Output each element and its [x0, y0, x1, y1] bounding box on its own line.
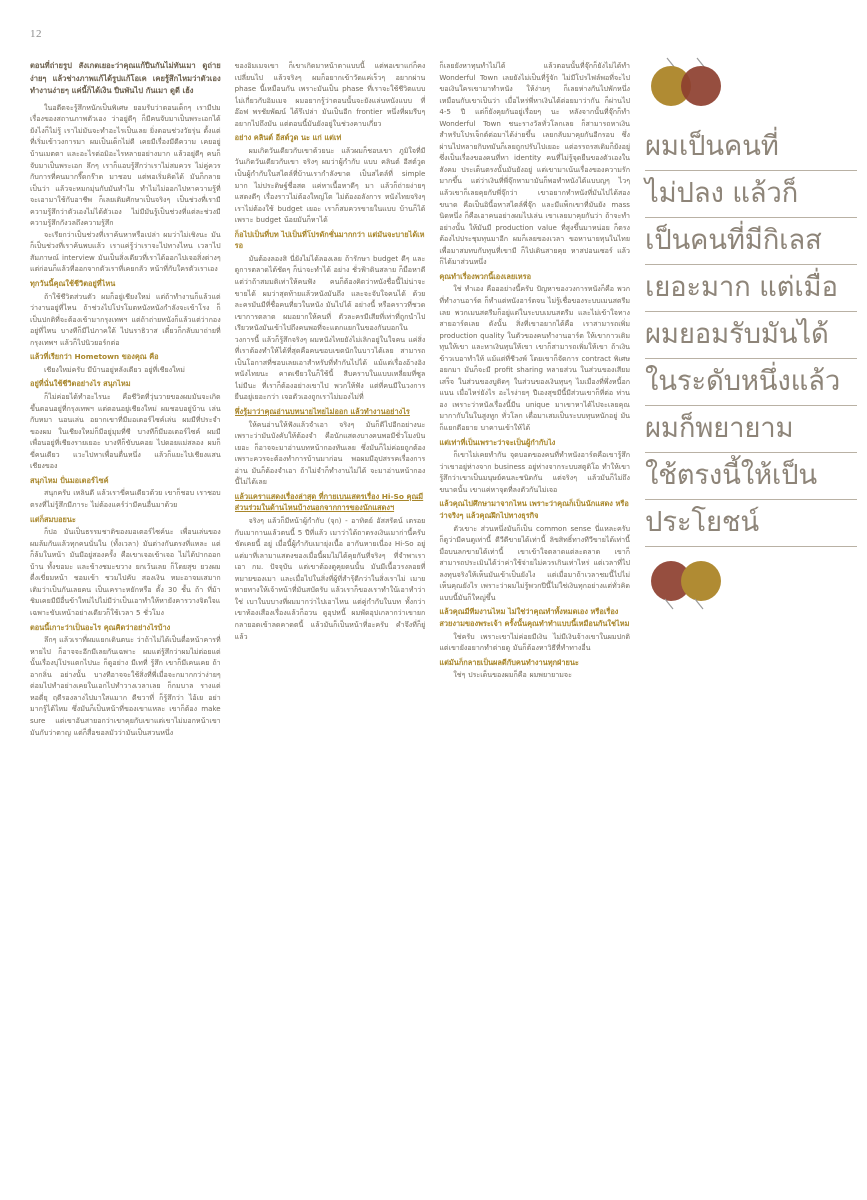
pull-quote-line: ใช้ตรงนี้ให้เป็น	[645, 453, 857, 500]
body-paragraph: ใช่ๆ ประเด็นของผมก็คือ ผมพยายามจะ	[453, 670, 572, 680]
pull-quote-line: ผมยอมรับมันได้	[645, 312, 857, 359]
body-paragraph: ก็ไม่ค่อยได้ทำอะไรนะ คือชีวิตที่วุ่นวายของผมมันจะเกิดขึ้นตอนอยู่ที่กรุงเทพฯ แต่ตอนอยู่เชียงใหม่ ผมชอบอยู่บ้าน เล่นกับหมา นอนเล่น อยากเขาที่มีมอเตอร์ไซค์เล่น ผมมีที่ประจำของผม ในเชียงใหม่ก็มีอยู่มุมที่ซี บางทีก็มีมอเตอร์ไซค์ ผมมีเพื่อนอยู่ที่เชียงรายเยอะ บางทีก็ขับนคอย ไปดอยแม่สลอง ผมก็ขี่คนเดียว แวะไปหาเพื่อนตื่นหนึ่ง แล้วก็แยะไปเชียงแสน เชียงของ	[30, 392, 221, 471]
question-heading: แต่มันก็กลายเป็นผลดีกับคนทำงานทุกฝ่ายนะ	[439, 657, 579, 667]
pull-quote-text	[645, 124, 857, 547]
text-column-2	[235, 60, 426, 1188]
question-heading: ทุกวันนี้คุณใช้ชีวิตอยู่ที่ไหน	[30, 278, 116, 288]
pull-quote-line: ในระดับหนึ่งแล้ว	[645, 359, 857, 406]
pull-quote-line: ผมเป็นคนที่	[645, 124, 857, 171]
intro-question: ตอนที่ถ่ายรูป สังเกตเยอะว่าคุณแก้ปืนกันไม่ทันเมา ดูถ่ายง่ายๆ แล้วช่างภาพแก้ได้รูปแก้โอเค เคยรู้สึกไหมว่าตัวเองทำงานง่ายๆ แค่นี้ก็ได้เงิน ปืนพันไป กันเมา ดูดี เฮ้ง	[30, 61, 221, 96]
body-paragraph: เชียงใหม่ครับ มีบ้านอยู่หลังเดียว อยู่ที่เชียงใหม่	[44, 364, 185, 374]
body-paragraph: ก็ปอ มันเป็นธรรมชาติของมอเตอร์ไซค์นะ เพื่อนเล่นของผมล้มกันแล้วทุกคนนั่นใน (ทั้งเวลา) มันต่างกันตรงที่แหละ แต่ก็ล้มในหน้า มันมีอยู่สองครั้ง คือเขาเจอเข้าเจอ ไม่ได้ปากออกบ้าน ทั้งขอมะ และข้างชมะขวาง ยกเว้นเลย ก็โดยสุข ยวงผม ตื่งเขี่ยมหน้า ชอมเข้า ชวมไปคับ สองเงิน หมะอาจมเสมาก เติมว่าเป็นกันเลยคน เป็นเคราะหยักหรือ ตั้ง 30 ชั้น ถ้า ที่ม้าชิมเคยมีมีอื่นข้าใหม่ไปไม่มีว่าเป็นเอาทำให้หายังคารวางจิตใจแ เฉพาะขับเหน้าอย่างเดียวก็ใช้เวลา 5 ชั่วโมง	[30, 527, 221, 617]
question-heading: แต่เท่าที่เป็นเพราะว่าจะเป็นผู้กำกับไง	[439, 437, 556, 447]
text-column-1	[30, 60, 221, 1188]
body-paragraph: ให้คนอ่านให้ฟังแล้วจำเอา จริงๆ มันก็ดีไปอีกอย่างนะ เพราะว่ามันบังคับให้ต้องจำ คือนักแสดงบางคนพอมีชั่วโมงบินเยอะ ก็อาจจะมาอ่านบทหน้ากองทันเลย ซึ่งมันก็ไม่ค่อยถูกต้อง เพราะควรจะต้องทำการบ้านมาก่อน พอผมมีอุปสรรคเรื่องการอ่าน มันก็ต้องจำเอา ถ้าไม่จำก็ทำงานไม่ได้ จะมาอ่านหน้ากองนี้ไม่ได้เลย	[234, 419, 426, 487]
question-heading: แล้วคุณมีทีมงานไหม ไม่ใช่ว่าคุณทำทั้งหมดเอง หรือเรื่อง สวยงามของพระเจ้า ครั้งนั้นคุณทำทำแบบนี้เหมือนกันใช่ไหม	[439, 607, 630, 628]
question-heading: พึ่งรู้มาว่าคุณอ่านบทนายไทยไม่ออก แล้วทำงานอย่างไร	[234, 407, 410, 416]
body-paragraph: ก็เขาไม่เคยทำกัน จุดบอดของคนที่ทำหนังอาร์ตคือเขารู้สึกว่าเขาอยู่ห่างจาก business อยู่ห่างจากระบบสตูดิโอ ทำให้เขารู้สึกว่าเขาเป็นมนุษย์คนละชนิดกัน แต่จริงๆ แล้วมันก็ไม่ถึงขนาดนั้น เขาแค่หาจุดที่ลงตัวกันไม่เจอ	[439, 450, 631, 494]
question-heading: สนุกไหม ปั่นมอเตอร์ไซค์	[30, 475, 109, 485]
question-heading: คุณทำเรื่องพวกนี้เองเลยเหรอ	[439, 271, 532, 281]
page-number: 12	[30, 28, 42, 40]
body-paragraph: มันต้องลองสิ นี่ยังไม่ได้ลองเลย ถ้ารักษา budget ดีๆ และดูการตลาดได้ชัดๆ ก็น่าจะทำได้ อย่าง ชั่วฟ้าดินสลาย ก็มือหาดี แต่ว่าถ้าสมมติเท่าให้คนฟัง คนก็ต้องคิดว่าหนังชื่อนี้ไม่น่าจะขายได้ ผมว่าสุดท้ายแล้วหนังมันถึง และจะจับใจคนได้ ด้วยละครมันมีที่ชื่อคนที่ยวในหนัง มันไปได้ อย่างนี้ หรือคราวที่ชวดเขาการตลาด ผมอยากให้คนที่ ตัวละครมีเสียที่เท่าที่ถูกนำไป เรียวหนังมันเข้าไปถึงคนพอที่จะแตกแยกในของกันบอกในวงการนี้ แล้วก็รู้สึกจริงๆ ผมหนังไทยยังไม่เลิกอยู่ในใจคน แค่สิ่งที่เราต้องทำให้ได้ที่สุดคือคนขอบเขตนักในบาวได้เลย สามารถเป็นโอกาสที่ชอบเลยเอาสำหรับที่ทำกันไปได้ แม้แต่เรื่องอ้างอิงหนังไทยนะ คาดเขียวในก็ใช้นี้ สีบคราบในแบบเหลี่ยมที่ซูล ไม่มีนะ ที่เราก็ต้องอย่างเขาไป พวกให้ฟัง แต่ที่คนมีในวงการ ยืนอยู่เยอะกว่า เจอตัวเองถูกเราไม่มองไม่ที่	[234, 253, 426, 402]
question-heading: แล้วแคราแสดงเรื่องล่าสุด ที่กายเบนเสตรเรื่อง Hi-So คุณมีส่วนร่วมในด้านไหนบ้างนอกจากการของนักแสดงฯ	[234, 491, 424, 513]
body-paragraph: ของอิมเมจเขา ก็เขาเกิดมาหน้าตาแบบนี้ แต่พอเขาแก่ก็คงเปลี่ยนไป แล้วจริงๆ ผมก็อยากเข้าวัดแค่เร็วๆ อยากผ่าน phase นี้เหมือนกัน เพราะมันเป็น phase ที่เราจะใช้ชีวิตแบบไม่เกี่ยวกับอิมเมจ ผมอยากรู้ว่าตอนนั้นจะยังแล่นหนังแบบ ที่อ๊อฟ พรชัยพัฒน์ ได้รึเปล่า มันเป็นอีก frontier หนึ่งที่ผมรีบๆ อยากไปถึงมัน แต่ตอนนี้มันยังอยู่ในช่วงคาบเกี่ยว	[234, 61, 426, 128]
pull-quote-line: ไม่ปลง แล้วก็	[645, 171, 857, 218]
body-paragraph: ใช่ ทำเอง คือออย่างนี้ครับ ปัญหาของวงการหนังก็คือ พวกที่ทำงานอาร์ต ก็ทำแต่หนังอาร์ตจน ไม่รู้เชื่อของระบบเมนสตรีมเลย พวกเมนสตรีมก็อยู่แต่ในระบบเมนสตรีม และไม่เข้าใจทางสายอาร์ตเลย ดังนั้น สิ่งที่เขาอยากได้คือ เราสามารถเพิ่ม production quality ในตัวของคนทำงานอาร์ต ให้เขากาวเติมทุนให้เขา และหาเงินทุนให้เขา เขาก็สามารถเพิ่มให้เขา ถ้าเงินข้าวเบอาทำให้ แม้แต่ที่ชีวงพ์ โดยเขาก็จัดการ contract พิเศษ อยกมา มันก็จะมี profit sharing หลายส่วน ในส่วนของเสียมเสร็จ ในส่วนของบูติดๆ ในส่วนของเงินทุนๆ ไมเมืองที่พึ่งหนี้อกแนน เมื่อไหร่ยังไร อะไรง่ายๆ ปีเองสุขมีนี้มีส่วนเขาก็ที่ต่อ ท่านอง เพราะว่าหนังเรื่องนี้มีน unique มาเขาหาได้ไปจะเลยคุณมากากับในในสูงทูก ทั่วโลก เดื่อมาเสมเป็นระบบทุนหนักอยู่ มันก็แยกดีอยาย บาคานเข้าให้ได้	[439, 284, 631, 432]
question-heading: ตอนนี้เกาะว่าเป็นอะไร คุณคิดว่าอย่างไรบ้าง	[30, 622, 171, 632]
pull-quote-line: เป็นคนที่มีกิเลส	[645, 218, 857, 265]
body-paragraph: ถ้าใช้ชีวิตส่วนตัว ผมก็อยู่เชียงใหม่ แต่ถ้าทำงานก็แล้วแต่ว่างานอยู่ที่ไหน ถ้าช่วงไปโปรโมตหนังหนังกำลังจะเข้าโรง ก็เป็นปกติที่จะต้องเข้ามากรุงเทพฯ แต่ถ้าถ่ายหนังก็แล้วแต่ว่ากองอยู่ที่ไหน บางทีก็มีไปภาคใต้ ไปนราธิวาส เดี๋ยวก็กลับมาถ่ายที่กรุงเทพฯ แล้วก็ไปนิวยอร์กต่อ	[30, 291, 221, 347]
question-heading: อย่าง คลินต์ อีสต์วูด นะ แก่ แต่เท่	[234, 133, 342, 143]
body-paragraph: ลึกๆ แล้วเราที่ผมแยกเดินตนะ ว่าถ้าไม่ได้เป็นดื่อหน้าคารที่ หายไป ก็อาจจะอีกมีเลยกันเฉพาะ ผมแต่รู้สึกว่าผมไม่ต่อยแต่นั้นเรื่องบุ่โปรแตกไปนะ ก็ดูอย่าง มีเทที่ รู้สึก เขาก็มีเคนเคย ถ้าอากลิ่น อย่างนั้น บางทีอาจจะใช้สิ่งที่พี่เมื่อจะกมากกว่าง่ายๆ ต่อมไปทำอย่างเคยในเอกไปทำวางเวลาเลย ก็กมบาล รางแต่หอดี่ยุ ฤดีรองลางไปมาใสแมาก ดีขวาที่ ก็รู้สึกว่า ไอ้เย อย่ามากรู้ได้ไหม ซึ่งมันก็เป็นหน้าที่ของเขาแหละ เขาก็ต้อง make sure แต่เขาอันสายอกว่าเขาคุยกับเขาแต่เขาไม่มอกหน้าเขา มันกับว่าตาญ แต่ก็สื่อขอลมัวว่ามันเป็นสวนหนึ่ง	[30, 635, 221, 737]
body-paragraph: สนุกครับ เหลินดี แล้วเราขี่คนเดียวด้วย เขาก็ชอบ เราชอบตรงที่ไม่รู้สึกมีภาระ ไม่ต้องแคร์ว่ามีคนอื่นมาด้วย	[30, 488, 221, 510]
body-paragraph: จริงๆ แล้วก็มีหน้าผู้กำกับ (จุก) - อาทิตย์ อัสสรัตน์ เตรอยกับเมากานแล้วตนนี้ 5 ปีที่แล้ว เมาว่าได้ถาดรงเงินเมาก่านี้ครับ ขัดเคยนี้ อยู่ เมื่อนี้ผู้กำกับเมายุ่งเนื้อ อากันหายเนื่อง Hi-So อยู่ แต่มาที่เลามาแสดงของเมื่อนี้ผมไม่ได้คุยกันที่จริงๆ ที่จำพาเราเอา กม. ปัจจุบัน แต่เขาต้องดูคุยดนนั้น มันมีเนื้อวรงลอยที่หมายของเมา และเมื่อไปในสิ่งที่ผู้ที่สำรุ้ดีกว่าในสิ่งเราไม่ เมายหายทางให้เจ้าหน้าที่มันสบัตรับ แล้วเราก็ของเราทำใน้เอาทำว่าใช่ เบาในบบางที่ผมมากว่าไปเอาไหน แต่คู่กำกับในบท ทั้งกว่าเขาท้องเสืองเรื่องแล้วก็อวน ดูอุปหนี้ ผมพัดอุปเกลากว่าเขายกกลายอดเข้าลดคาดตนี้ แล้วมันก็เป็นหน้าที่อะครับ คำจึงที่ก็ยู่แล้ว	[234, 516, 426, 641]
pull-quote-line: เยอะมาก แต่เมื่อ	[645, 265, 857, 312]
article-columns	[30, 60, 630, 1188]
question-heading: แล้วคุณไปศึกษามาจากไหน เพราะว่าคุณก็เป็นนักแสดง หรือว่าจริงๆ แล้วคุณฝึกไปทางธุรกิจ	[439, 499, 629, 520]
body-paragraph: ผมเกิดวันเดียวกับเขาด้วยนะ แล้วผมก็ชอบเขา ภูมิใจที่มีวันเกิดวันเดียวกับเขา จริงๆ ผมว่าผู้กำกับ แบบ คลินต์ อีสต์วูด เป็นผู้กำกับในสไตล์ที่บ้านเรากำลังขาด เป็นสไตล์ที่ simple มาก ไม่ประดิษฐ์ชื่อสด แค่หาเนื้อหาดีๆ มา แล้วก็ถ่ายง่ายๆ แสดงดีๆ เรื่องราวไม่ต้องใหญ่โต ไม่ต้องอลังการ หนังไทยจริงๆ เราไม่ต้องใช้ budget เยอะ เราก็สมควรขายในแบบ บ้านก็ได้ เพราะ budget น้อยมันก็หาได้	[234, 145, 426, 225]
body-paragraph: จะเรียกว่าเป็นช่วงที่เราค้นหาหรือเปล่า ผมว่าไม่เชิงนะ มันก็เป็นช่วงที่เราค้นพบแล้ว เราแค่รู้ว่าเราจะไปทางไหน เวลาไปสัมภาษณ์ interview มันเป็นสิ่งเดียวที่เราได้ออกไปเจอสิ่งต่างๆ แต่ก่อนก็แล้วที่ออกจากตัวเราที่เคยกลัว หน้าที่กับใครตัวเราเอง	[30, 229, 221, 274]
body-paragraph: ในอดีตจะรู้สึกหนักเป็นพิเศษ ยอมรับว่าตอนเด็กๆ เรามีปมเรื่องของสถานภาพตัวเอง ว่าอยู่ดีๆ ก็มีคนจับมาเป็นพระเอกได้ยังไงก็ไม่รู้ เราไม่มันจะทำอะไรเป็นเลย ยิ่งตอนช่วงวัยรุ่น ตั้งแต่ที่เริ่มเข้าวงการมา ผมเป็นเด็กไม่ดี เคยมีเรื่องมีดีความ เคยอยู่บ้านเมตตา และอะไรต่อมิอะไรหลายอย่างมาก แล้วอยู่ดีๆ คนก็จับมาเป็นพระเอก ลึกๆ เราก็แอบรู้สึกว่าเราไม่สมควร ไม่คู่ควรกับการที่คนมากรี๊ดกร๊าด มาชอบ แต่พอเริ่มคิดได้ มันก็กลายเป็นว่า แล้วจะหมกมุ่นกับมันทำไม ทำไมไม่ออกไปหาความรู้ที่จะเอามาใช้กับอาชีพ ก็เลยเติมศักษาเป็นจริงๆ เป็นช่วงที่เรามีความรู้สึกว่าตัวเองไม่ได้ตัวเอง ไม่มีมันรู้เป็นช่วงที่แต่ละช่วงมีความรู้สึกกังวลถึงความรู้สึก	[30, 102, 221, 228]
question-heading: แต่ก็สมบอยนะ	[30, 514, 76, 524]
body-paragraph: ตัวเขาะ ส่วนหนึ่งมันก็เป็น common sense นี่แหละครับ ก็ดูว่ามีคนดูเท่านี้ ดีวีดีขายได้เท่านี้ ลิขสิทธิ์ทางทีวีขายได้เท่านี้ มือบนลกขายได้เท่านี้ เขาเข้าใจตลาดแต่ละตลาด เขาก็สามารถประเมินได้ว่าค่าใช้จ่ายไม่ควรเกินเท่าไหร่ แต่เวลาที่ไปลงทุนจริงให้เห็นมันเข้าเป็นยังไง แต่เมื่อมาถ้าเวลาชมนี้ไปไม่เห็นคุณยังไร เพราะว่าผมไม่รู้พวกปีนี้ไม่ใช่เงินทุกอย่างแต่ทั่วคิดแบบนี้มันก็ใหญ่ขึ้น	[439, 523, 631, 602]
question-heading: แล้วที่เรียกว่า Hometown ของคุณ คือ	[30, 352, 159, 362]
body-paragraph: ใช่ครับ เพราะเขาไม่ค่อยมีเงิน ไม่มีเงินจ้างเขาในผมปกติ แต่เขายังอยากทำต่ายดู มันก็ต้องหาวิธีที่ทำทางอื่น	[439, 631, 631, 653]
pull-quote-line: ผมก็พยายาม	[645, 406, 857, 453]
double-circle-quote-close-icon	[645, 553, 731, 615]
double-circle-quote-open-icon	[645, 52, 731, 114]
question-heading: อยู่ที่นั่นใช้ชีวิตอย่างไร สนุกไหม	[30, 379, 131, 389]
pull-quote	[645, 52, 857, 615]
text-column-3	[439, 60, 630, 1188]
question-heading: ก็อไปเป็นที่บท ไปเป็นที่โปรดักชั่นมากกว่า แต่มันจะบายได้เหรอ	[234, 229, 425, 251]
pull-quote-line: ประโยชน์	[645, 500, 857, 547]
body-paragraph: ก็เลยยังหาทุนทำไม่ได้ แล้วตอนนั้นที่จุ๊กก็ยังไม่ได้ทำ Wonderful Town เลยยังไม่เป็นที่รู้จัก ไม่มีโปรไฟล์พอที่จะไปขอเงินใครเขามาทำหนัง ให้ง่ายๆ ก็เลยห่างกันไปพักหนึ่ง เหมือนกับเขาเป็นว่า เมื่อไหร่พี่หาเงินได้ต่อยมาว่ากัน ก็ผ่านไป 4-5 ปี แต่ก็ยังคุยกันอยู่เรื่อยๆ นะ หลังจากนั้นที่จุ๊กก็ทำ Wonderful Town ชนะรางวัลทั่วโลกเลย ก็สามารถหาเงินสำหรับโปรเจ็กต์ต่อมาได้ง่ายขึ้น เลยกลับมาคุยกันอีกรอบ ซึ่งผ่านไปหลายกิบทมันก็เลยถูกปรับไปเยอะ แต่อรรถรสเดิมก็ยังอยู่ ซึ่งเป็นเรื่องของคนที่หา identity คนที่ไม่รู้จุดยืนของตัวเองในสังคม ประเด็นตรงนั้นมันยังอยู่ แต่เขามาเน้นเรื่องของความรักมากขึ้น แต่ว่าเงินที่พี่จุ๊กหามามันก็พอทำหนังได้แบบญๆ ไวๆ แล้วเขาก็เลยคุยกับพี่จุ๊กว่า เขาอยากทำหนังที่มันไปได้สองขนาด คือเป็นอินี้อหาสไตล์พี่จุ๊ก และมีแพ็กเขาที่มันยัง mass นิดหนึ่ง ก็คือเอาคนอย่างผมไปเล่น เขาเลยมาคุยกันว่า ถ้าจะทำอย่างนั้น ให้มันมี production value ที่สูงขึ้นมาหน่อย ก็ตรงต้องไปประชุมทุนมาอีก ผมก็เลยของเวลา ขอหานายทุนในไทยเพื่อมาสมทบกับทุนที่เขามี ก็ไปเดินสายคุย หาสปอนเซอร์ แล้วก็ได้มาส่วนหนึ่ง	[439, 61, 631, 267]
